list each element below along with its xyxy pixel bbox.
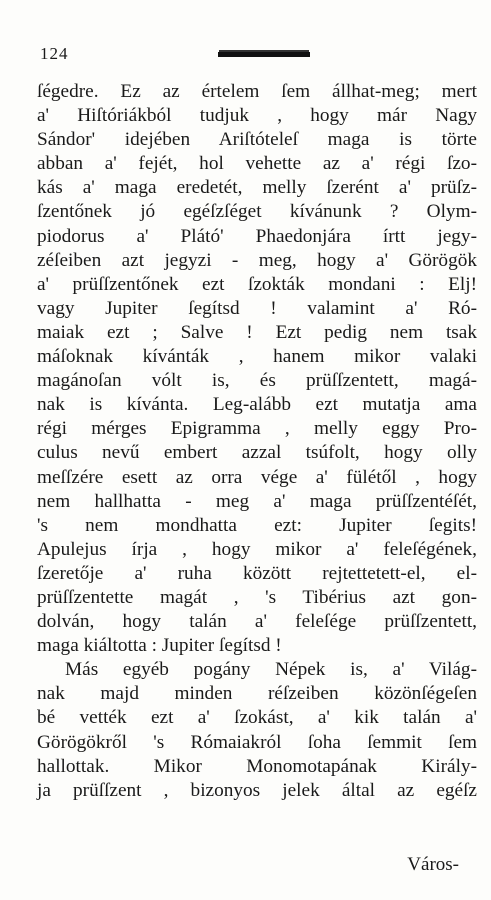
text-line: ſzeretője a' ruha között rejtettetett-el, el- [37,562,477,584]
text-line: hallottak. Mikor Monomotapának Király- [37,755,477,777]
text-line: Apulejus írja , hogy mikor a' feleſégének, [37,538,477,560]
text-line: dolván, hogy talán a' feleſége prüſſzentett, [37,611,477,633]
text-line: kás a' maga eredetét, melly ſzerént a' prüſz- [37,177,477,199]
text-line: 's nem mondhatta ezt: Jupiter ſegits! [37,514,477,536]
text-line: ja prüſſzent , bizonyos jelek által az egéſz [37,779,477,801]
text-line: Görögökről 's Rómaiakról ſoha ſemmit ſem [37,731,477,753]
text-line: magánoſan vólt is, és prüſſzentett, magá- [37,370,477,392]
text-line: abban a' fejét, hol vehette az a' régi ſzo- [37,153,477,175]
body-text [37,80,477,803]
text-line: zéſeiben azt jegyzi - meg, hogy a' Görögök [37,249,477,271]
text-line: piodorus a' Plátó' Phaedonjára írtt jegy- [37,225,477,247]
header-ornament-rule [218,52,310,57]
text-line: ſégedre. Ez az értelem ſem állhat-meg; mert [37,81,477,102]
text-line: ſzentőnek jó egéſzſéget kívánunk ? Olym- [37,201,477,223]
text-line: máſoknak kívánták , hanem mikor valaki [37,346,477,368]
text-line: a' prüſſzentőnek ezt ſzokták mondani : Elj! [37,273,477,295]
text-line: Sándor' idejében Ariſtóteleſ maga is törte [37,129,477,151]
page-header [40,40,451,70]
text-line: bé vették ezt a' ſzokást, a' kik talán a' [37,707,477,729]
text-line: nem hallhatta - meg a' maga prüſſzentéſét, [37,490,477,512]
text-line: culus nevű embert azzal tsúfolt, hogy olly [37,442,477,464]
text-line: prüſſzentette magát , 's Tibérius azt gon- [37,586,477,608]
catchword: Város- [407,854,459,875]
text-line: a' Hiſtóriákból tudjuk , hogy már Nagy [37,105,477,127]
text-line: maiak ezt ; Salve ! Ezt pedig nem tsak [37,321,477,343]
text-line: nak majd minden réſzeiben közönſégeſen [37,683,477,705]
text-line: maga kiáltotta : Jupiter ſegítsd ! [37,635,282,657]
text-line: nak is kívánta. Leg-alább ezt mutatja ama [37,394,477,416]
page-number: 124 [40,44,69,63]
text-line: meſſzére esett az orra vége a' fülétől , hogy [37,466,477,488]
text-line: régi mérges Epigramma , melly eggy Pro- [37,418,477,440]
text-line: Más egyéb pogány Népek is, a' Világ- [65,659,477,681]
text-line: vagy Jupiter ſegítsd ! valamint a' Ró- [37,297,477,319]
